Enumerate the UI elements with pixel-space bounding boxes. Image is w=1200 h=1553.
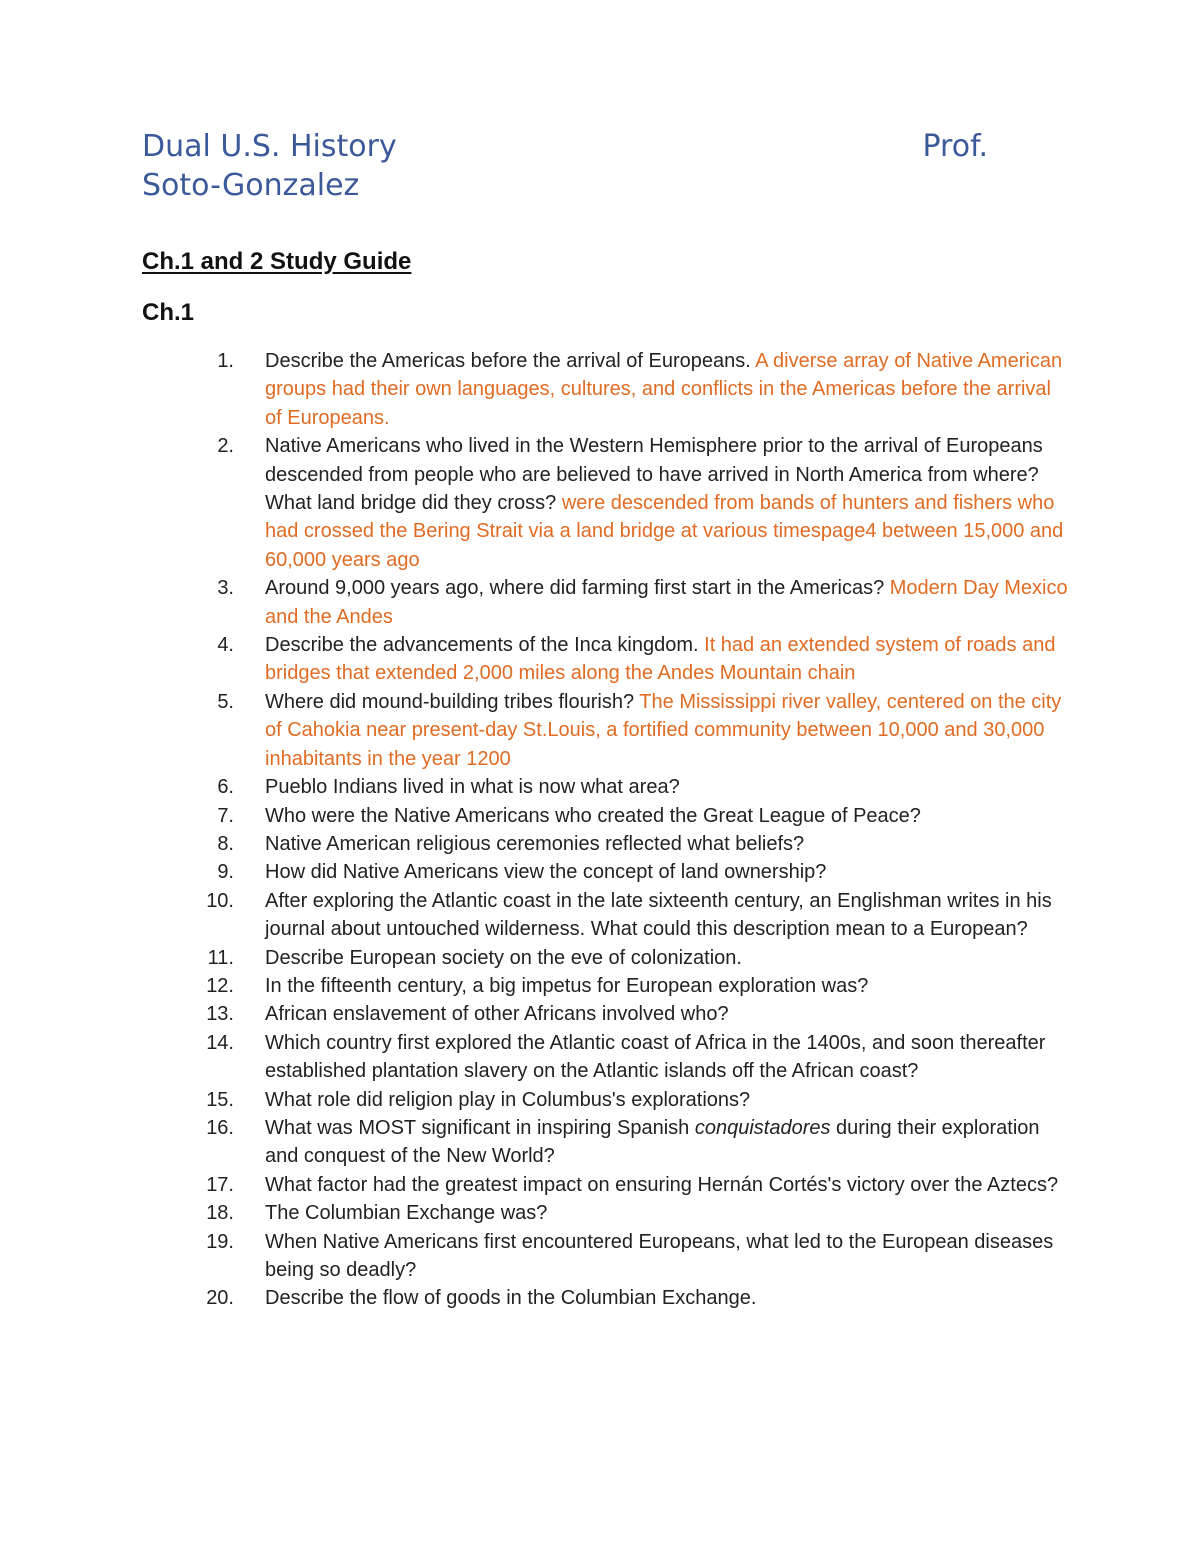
- question-item: [142, 1228, 1072, 1285]
- question-text: Where did mound-building tribes flourish?: [265, 690, 635, 713]
- question-text: Which country first explored the Atlantic coast of Africa in the 1400s, and soon thereafter established plantation slavery on the Atlantic islands off the African coast?: [265, 1031, 1046, 1083]
- question-item: [142, 574, 1072, 631]
- question-item: [142, 972, 1072, 1000]
- question-item: [142, 347, 1072, 432]
- answer-text: A diverse array of Native American groups had their own languages, cultures, and conflicts in the Americas before the arrival of Europeans.: [265, 350, 1063, 429]
- question-item: [142, 1199, 1072, 1227]
- chapter-heading: Ch.1: [142, 299, 195, 326]
- question-number: 2.: [217, 435, 234, 458]
- answer-text: The Mississippi river valley, centered on the city of Cahokia near present-day St.Louis, a fortified community between 10,000 and 30,000 inhabitants in the year 1200: [265, 690, 1062, 770]
- question-item: [142, 688, 1072, 773]
- question-text: What role did religion play in Columbus's explorations?: [265, 1088, 751, 1111]
- question-number: 9.: [217, 861, 234, 884]
- question-item: [142, 1114, 1072, 1171]
- question-text-end: during their exploration and conquest of the New World?: [265, 1116, 1040, 1168]
- question-number: 14.: [206, 1031, 234, 1054]
- question-text: How did Native Americans view the concept of land ownership?: [265, 861, 827, 884]
- question-number: 15.: [206, 1088, 234, 1111]
- question-number: 17.: [206, 1173, 234, 1196]
- question-text: What factor had the greatest impact on ensuring Hernán Cortés's victory over the Aztecs?: [265, 1173, 1059, 1196]
- question-number: 12.: [206, 974, 234, 997]
- question-number: 13.: [206, 1003, 234, 1026]
- answer-text: were descended from bands of hunters and fishers who had crossed the Bering Strait via a land bridge at various timespage4 between 15,000 and 60,000 years ago: [265, 492, 1064, 571]
- question-item: [142, 887, 1072, 944]
- question-item: [142, 1000, 1072, 1028]
- question-text: After exploring the Atlantic coast in the late sixteenth century, an Englishman writes in his journal about untouched wilderness. What could this description mean to a European?: [265, 889, 1052, 941]
- professor-name: Soto-Gonzalez: [142, 168, 360, 203]
- question-number: 1.: [217, 350, 234, 372]
- answer-text: It had an extended system of roads and bridges that extended 2,000 miles along the Andes Mountain chain: [265, 634, 1056, 685]
- course-name: Dual U.S. History: [142, 129, 397, 164]
- question-text: Native Americans who lived in the Western Hemisphere prior to the arrival of Europeans descended from people who are believed to have arrived in North America from where? What land bridge did they cross?: [265, 435, 1043, 515]
- question-text: Pueblo Indians lived in what is now what area?: [265, 776, 680, 799]
- question-list: [142, 347, 1072, 1313]
- question-item: [142, 944, 1072, 972]
- question-item: [142, 432, 1072, 574]
- question-text-italic: conquistadores: [694, 1116, 831, 1139]
- question-number: 4.: [217, 634, 234, 657]
- question-text: The Columbian Exchange was?: [265, 1202, 548, 1225]
- question-number: 5.: [217, 690, 234, 713]
- study-guide-title: Ch.1 and 2 Study Guide: [142, 248, 412, 275]
- question-text: Describe the advancements of the Inca kingdom.: [265, 634, 699, 657]
- question-item: [142, 631, 1072, 688]
- professor-label: Prof.: [922, 129, 988, 164]
- question-text: Around 9,000 years ago, where did farming first start in the Americas?: [265, 577, 885, 600]
- question-number: 18.: [206, 1202, 234, 1225]
- question-number: 11.: [207, 946, 234, 969]
- question-item: [142, 773, 1072, 801]
- question-item: [142, 858, 1072, 886]
- question-text: When Native Americans first encountered Europeans, what led to the European diseases being so deadly?: [265, 1230, 1054, 1281]
- question-item: [142, 1171, 1072, 1199]
- question-text: Describe the flow of goods in the Columbian Exchange.: [265, 1287, 757, 1310]
- question-number: 20.: [206, 1287, 234, 1310]
- question-item: [142, 1029, 1072, 1086]
- question-item: [142, 1086, 1072, 1114]
- question-text: African enslavement of other Africans involved who?: [265, 1003, 729, 1026]
- question-number: 16.: [206, 1116, 234, 1139]
- question-number: 8.: [217, 832, 234, 855]
- question-text: Describe the Americas before the arrival of Europeans.: [265, 350, 751, 372]
- question-number: 10.: [206, 889, 234, 912]
- question-text: In the fifteenth century, a big impetus for European exploration was?: [265, 974, 869, 997]
- answer-text: Modern Day Mexico and the Andes: [265, 577, 1068, 628]
- question-text-start: What was MOST significant in inspiring Spanish: [265, 1116, 690, 1139]
- question-text: Who were the Native Americans who created the Great League of Peace?: [265, 804, 921, 827]
- question-text: Native American religious ceremonies reflected what beliefs?: [265, 832, 805, 855]
- document-header: [142, 127, 1002, 205]
- question-number: 3.: [217, 577, 234, 600]
- question-number: 19.: [206, 1230, 234, 1253]
- question-item: [142, 1284, 1072, 1312]
- question-item: [142, 802, 1072, 830]
- question-item: [142, 830, 1072, 858]
- question-number: 6.: [217, 776, 234, 799]
- question-text: Describe European society on the eve of colonization.: [265, 946, 742, 969]
- question-number: 7.: [217, 804, 234, 827]
